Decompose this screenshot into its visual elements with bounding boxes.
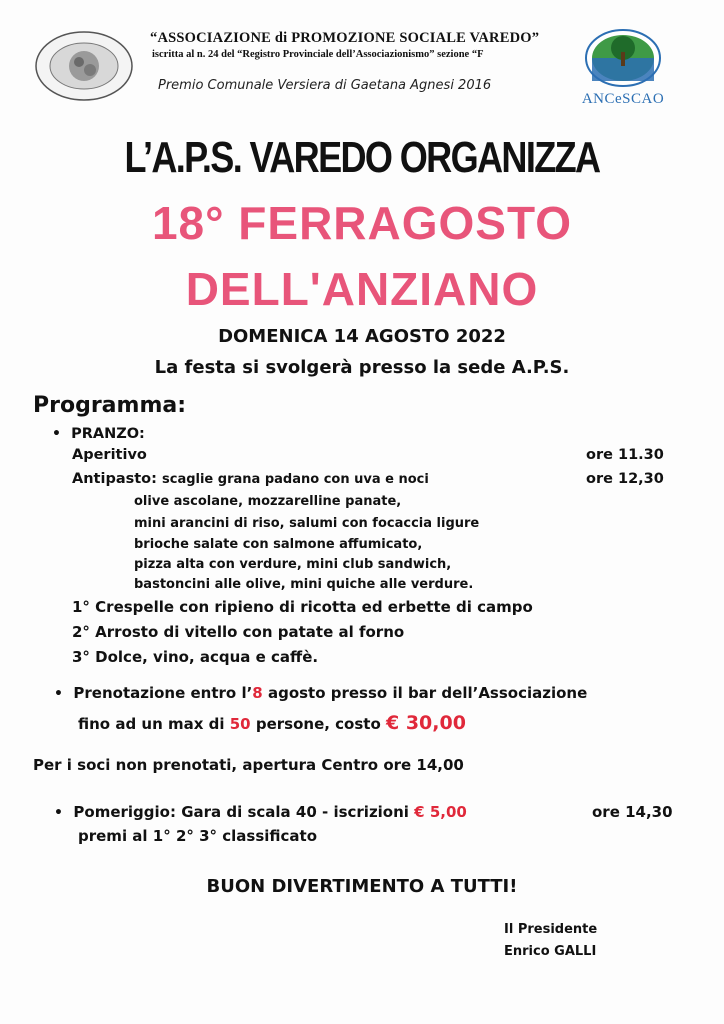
antipasto-item: olive ascolane, mozzarelline panate, [134,494,402,509]
course-second: 2° Arrosto di vitello con patate al forno [72,623,405,641]
antipasto-time: ore 12,30 [586,471,664,487]
course-first: 1° Crespelle con ripieno di ricotta ed erbette di campo [72,598,533,616]
aperitivo-label: Aperitivo [72,447,147,463]
lunch-heading [52,426,145,442]
registry-line: iscritta al n. 24 del “Registro Provinciale dell’Associazionismo” sezione “F [152,49,484,60]
booking-deadline-day: 8 [252,684,263,702]
signature-role: Il Presidente [504,922,598,937]
antipasto-item: bastoncini alle olive, mini quiche alle verdure. [134,577,474,592]
bullet-icon: • [54,686,63,702]
association-logo [33,30,135,102]
event-venue: La festa si svolgerà presso la sede A.P.S. [154,357,570,378]
ancescao-label: ANCeSCAO [581,91,665,107]
lunch-price: € 30,00 [385,712,466,734]
booking-line2 [78,712,466,734]
antipasto-item: brioche salate con salmone affumicato, [134,537,423,552]
bullet-icon: • [52,426,61,442]
antipasto-item: mini arancini di riso, salumi con focaccia ligure [134,516,480,531]
course-third: 3° Dolce, vino, acqua e caffè. [72,648,319,666]
closing-message: BUON DIVERTIMENTO A TUTTI! [206,876,518,897]
program-heading: Programma: [33,393,187,418]
booking-text: agosto presso il bar dell’Associazione [262,684,588,702]
booking-line1 [54,684,587,702]
ancescao-logo [583,28,663,88]
max-persons: 50 [229,715,251,733]
lunch-label: PRANZO: [71,426,145,442]
title-event-line1: 18° FERRAGOSTO [151,197,573,249]
antipasto-first-item: scaglie grana padano con uva e noci [162,472,429,487]
afternoon-prizes: premi al 1° 2° 3° classificato [78,827,318,845]
org-name: “ASSOCIAZIONE di PROMOZIONE SOCIALE VAREDO” [150,30,540,46]
booking-text: Prenotazione entro l’ [73,684,253,702]
title-event-line2: DELL'ANZIANO [185,263,539,315]
afternoon-line1 [54,803,467,821]
bullet-icon: • [54,805,63,821]
antipasto-label: Antipasto: [72,471,157,487]
antipasto-line [72,471,429,487]
booking-text: fino ad un max di [78,715,230,733]
aperitivo-time: ore 11.30 [586,447,664,463]
entry-fee: € 5,00 [414,803,467,821]
booking-text: persone, costo [250,715,386,733]
afternoon-time: ore 14,30 [592,803,673,821]
non-booked-note: Per i soci non prenotati, apertura Centro ore 14,00 [33,756,464,774]
afternoon-text: Pomeriggio: Gara di scala 40 - iscrizioni [73,803,415,821]
title-organizer: L’A.P.S. VAREDO ORGANIZZA [124,133,600,182]
signature-name: Enrico GALLI [504,944,597,959]
event-date: DOMENICA 14 AGOSTO 2022 [218,326,506,347]
prize-line: Premio Comunale Versiera di Gaetana Agnesi 2016 [158,78,492,93]
antipasto-item: pizza alta con verdure, mini club sandwich, [134,557,452,572]
